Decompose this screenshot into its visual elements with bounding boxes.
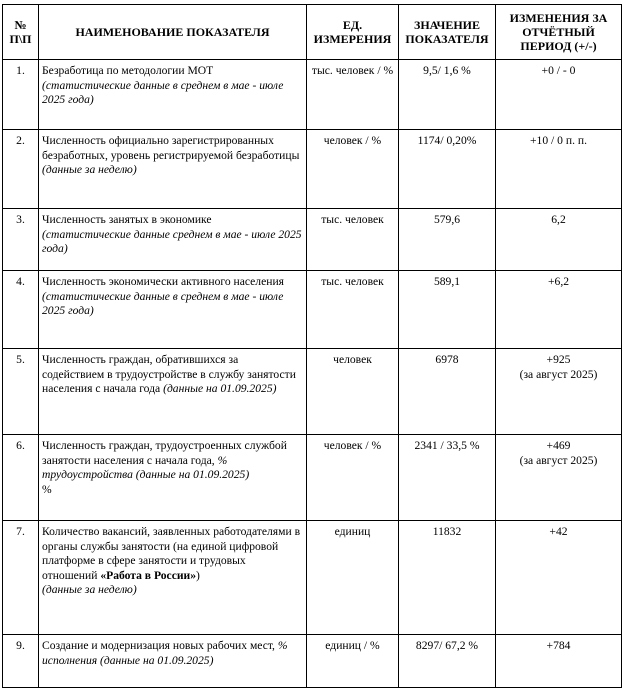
row-unit: единиц	[307, 521, 399, 635]
row-name	[39, 635, 307, 688]
row-change-note: (за август 2025)	[519, 367, 598, 381]
row-note: (статистические данные среднем в мае - июле 2025 года)	[42, 227, 302, 256]
row-unit: единиц / %	[307, 635, 399, 688]
row-change: +0 / - 0	[496, 60, 622, 130]
table-row	[3, 349, 622, 435]
table-row	[3, 635, 622, 688]
row-note: (данные за неделю)	[42, 163, 137, 177]
row-value: 8297/ 67,2 %	[399, 635, 496, 688]
row-change-value: +469	[546, 439, 571, 452]
row-note: (данные за неделю)	[42, 583, 137, 597]
row-change	[496, 349, 622, 435]
row-name	[39, 349, 307, 435]
row-tail: %	[42, 482, 52, 496]
row-name	[39, 209, 307, 271]
table-row	[3, 60, 622, 130]
row-num: 3.	[3, 209, 39, 271]
row-value: 1174/ 0,20%	[399, 130, 496, 209]
row-change: +784	[496, 635, 622, 688]
row-num: 7.	[3, 521, 39, 635]
row-change: +10 / 0 п. п.	[496, 130, 622, 209]
row-tail: )	[196, 568, 200, 582]
row-name-text: Численность экономически активного населения	[42, 275, 284, 288]
table-row	[3, 271, 622, 349]
row-note: (данные на 01.09.2025)	[163, 382, 277, 396]
row-unit: тыс. человек	[307, 209, 399, 271]
row-num: 2.	[3, 130, 39, 209]
row-value: 11832	[399, 521, 496, 635]
row-name	[39, 130, 307, 209]
table-row	[3, 130, 622, 209]
header-row	[3, 5, 622, 60]
row-name	[39, 435, 307, 521]
row-name-text: Создание и модернизация новых рабочих мест,	[42, 639, 275, 652]
row-change: +42	[496, 521, 622, 635]
row-name	[39, 521, 307, 635]
row-change: 6,2	[496, 209, 622, 271]
header-num: № П\П	[3, 5, 39, 60]
table-row	[3, 209, 622, 271]
header-name: НАИМЕНОВАНИЕ ПОКАЗАТЕЛЯ	[39, 5, 307, 60]
row-value: 6978	[399, 349, 496, 435]
row-note: % трудоустройства (данные на 01.09.2025)	[42, 453, 250, 482]
row-name	[39, 271, 307, 349]
row-note: (статистические данные в среднем в мае - июле 2025 года)	[42, 289, 284, 318]
row-name-text: Численность официально зарегистрированных безработных, уровень регистрируемой безработицы	[42, 134, 300, 162]
row-name-text: Количество вакансий, заявленных работодателями в органы службы занятости (на единой цифровой платформе в сфере занятости и трудовых отношений	[42, 525, 301, 582]
header-change: ИЗМЕНЕНИЯ ЗА ОТЧЁТНЫЙ ПЕРИОД (+/-)	[496, 5, 622, 60]
row-value: 589,1	[399, 271, 496, 349]
row-name-text: Численность граждан, обратившихся за содействием в трудоустройстве в службу занятости населения с начала года	[42, 353, 296, 396]
row-num: 9.	[3, 635, 39, 688]
table-row	[3, 521, 622, 635]
row-note: % исполнения (данные на 01.09.2025)	[42, 639, 288, 667]
row-num: 5.	[3, 349, 39, 435]
row-unit: тыс. человек / %	[307, 60, 399, 130]
row-name-text: Безработица по методологии МОТ	[42, 64, 214, 77]
row-value: 9,5/ 1,6 %	[399, 60, 496, 130]
row-change	[496, 435, 622, 521]
row-unit: человек / %	[307, 130, 399, 209]
row-name-bold: «Работа в России»	[100, 568, 197, 582]
row-note: (статистические данные в среднем в мае - июле 2025 года)	[42, 78, 284, 107]
table-row	[3, 435, 622, 521]
row-change: +6,2	[496, 271, 622, 349]
row-unit: человек / %	[307, 435, 399, 521]
row-change-note: (за август 2025)	[519, 453, 598, 467]
row-unit: тыс. человек	[307, 271, 399, 349]
row-change-value: +925	[546, 353, 571, 366]
row-name-text: Численность занятых в экономике	[42, 213, 212, 226]
row-num: 1.	[3, 60, 39, 130]
row-num: 6.	[3, 435, 39, 521]
row-unit: человек	[307, 349, 399, 435]
row-value: 579,6	[399, 209, 496, 271]
row-name	[39, 60, 307, 130]
header-unit: ЕД. ИЗМЕРЕНИЯ	[307, 5, 399, 60]
indicators-table	[2, 4, 622, 688]
row-name-text: Численность граждан, трудоустроенных службой занятости населения с начала года,	[42, 439, 287, 467]
header-value: ЗНАЧЕНИЕ ПОКАЗАТЕЛЯ	[399, 5, 496, 60]
row-num: 4.	[3, 271, 39, 349]
row-value: 2341 / 33,5 %	[399, 435, 496, 521]
